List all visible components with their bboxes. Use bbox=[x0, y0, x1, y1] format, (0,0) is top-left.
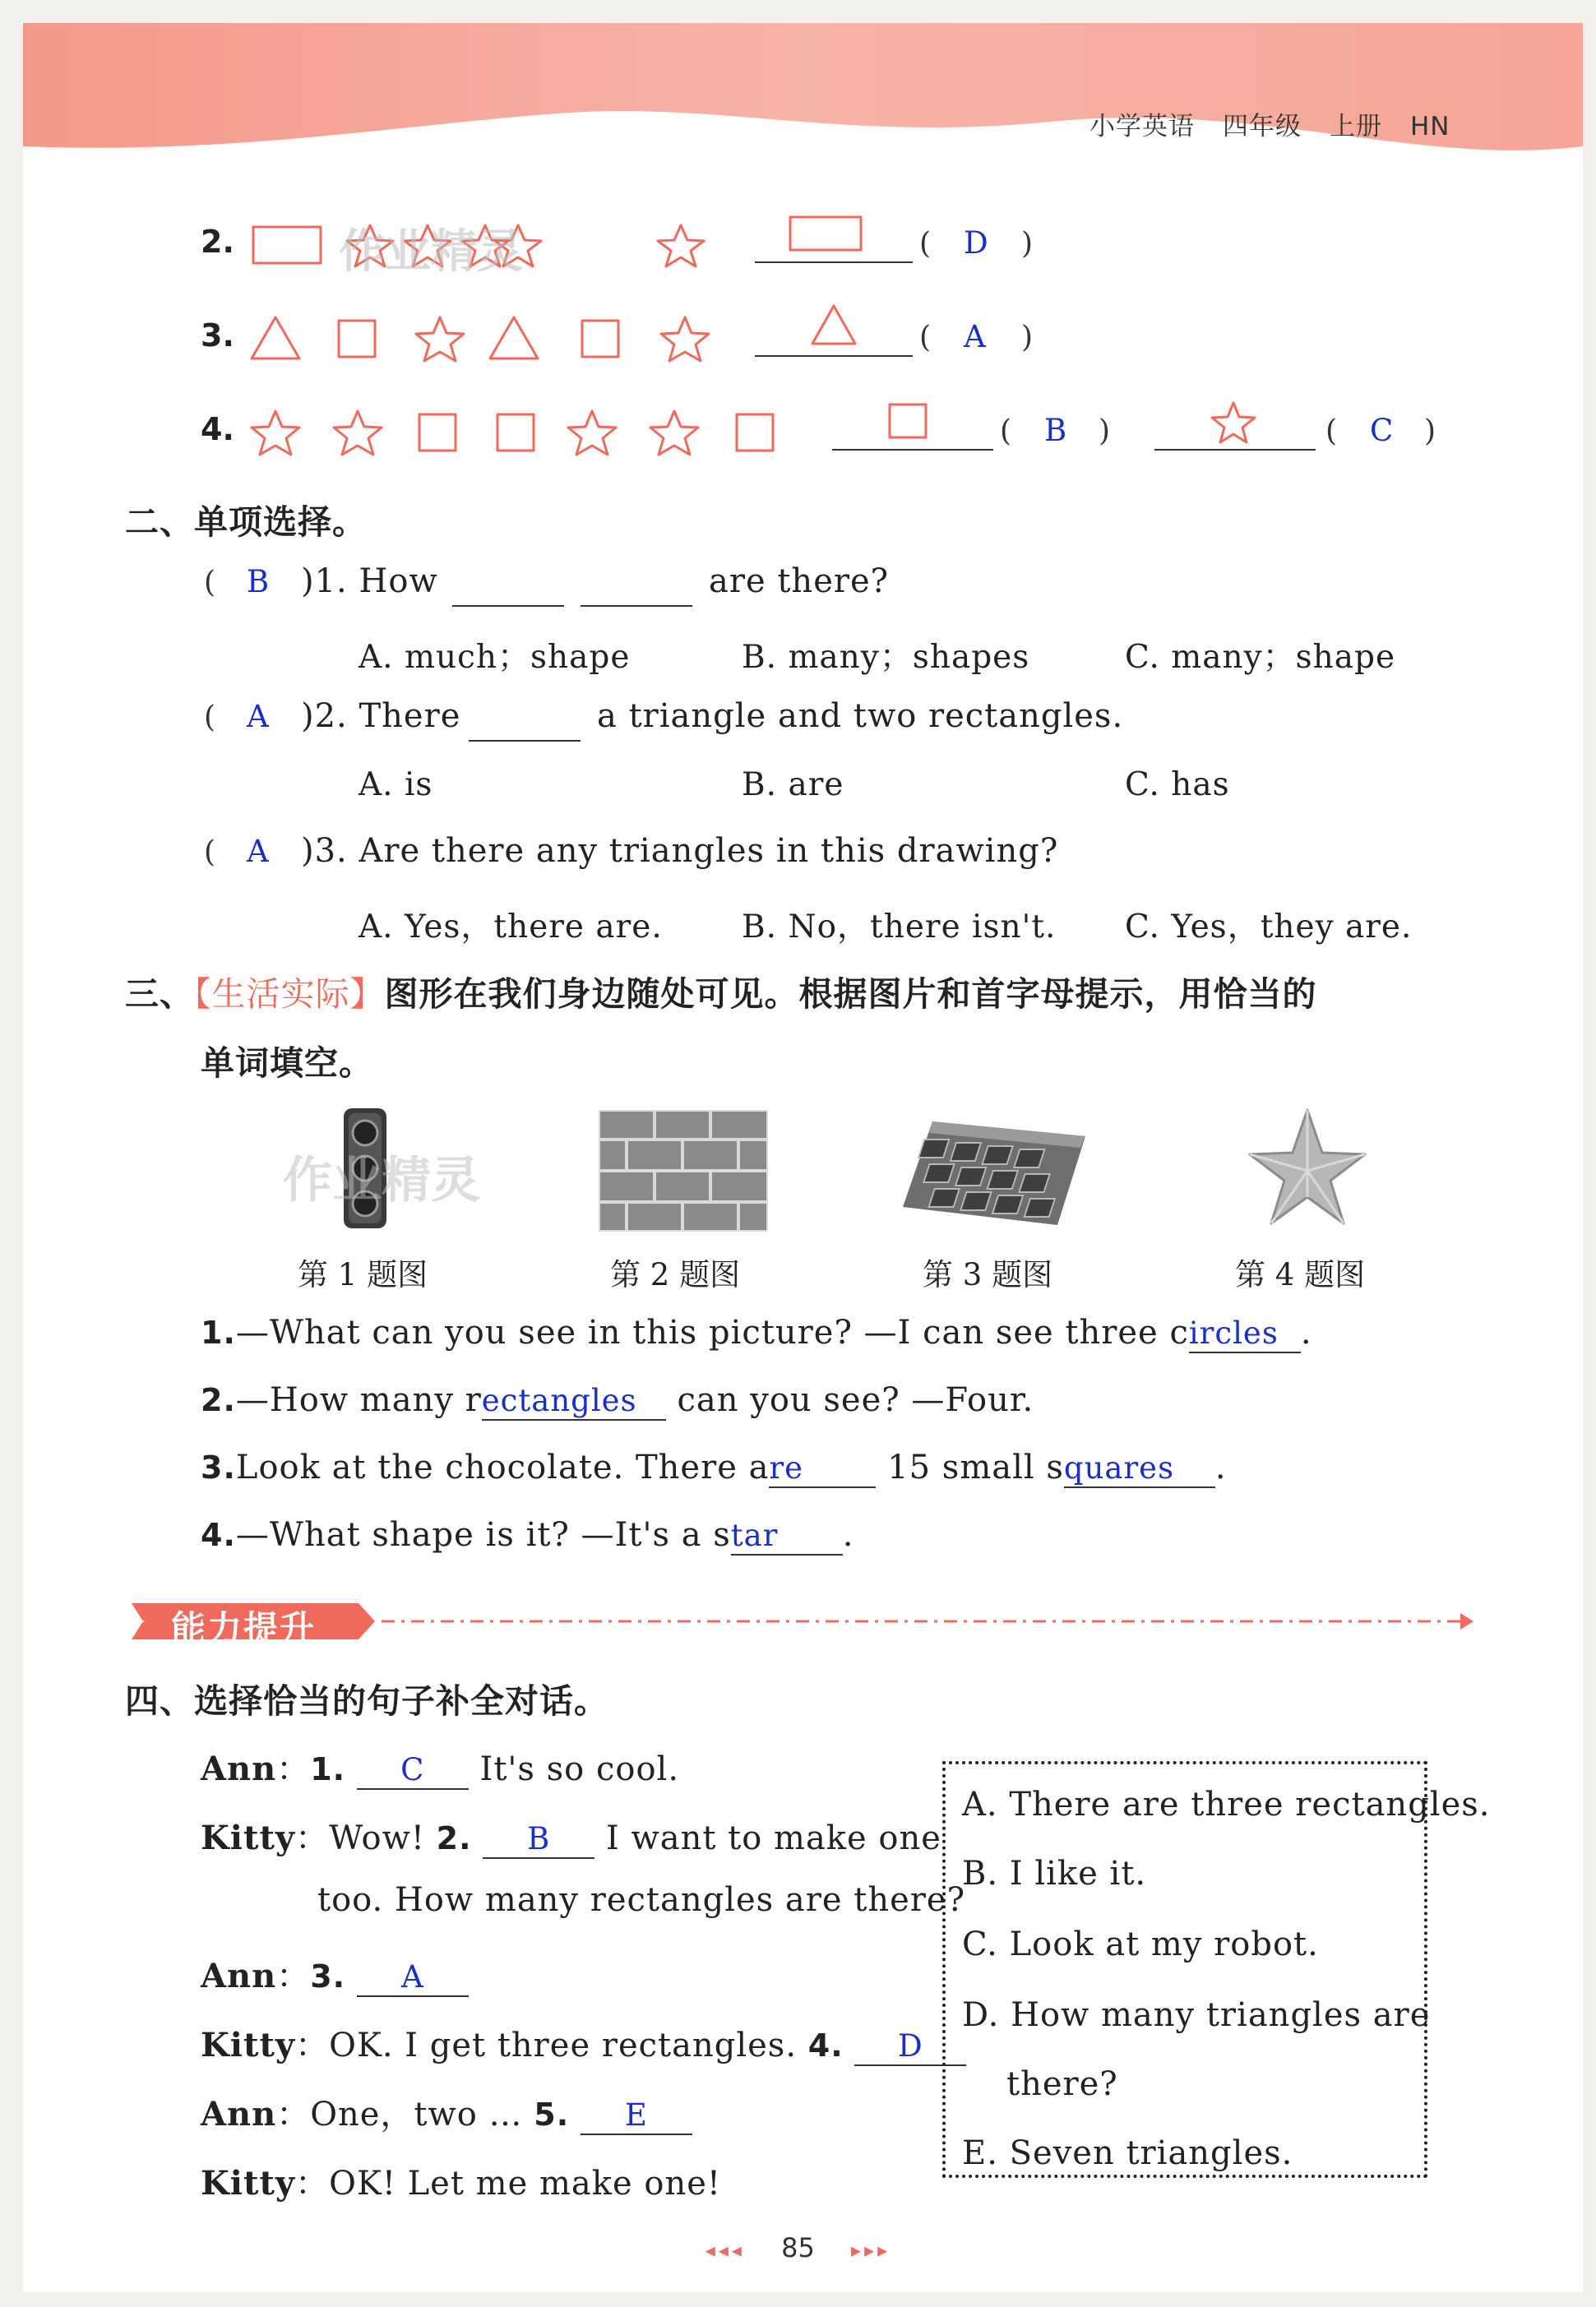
dialog-line-3 bbox=[201, 1950, 469, 1997]
s2-q2-stem-b: a triangle and two rectangles. bbox=[597, 697, 1124, 735]
star-shape bbox=[650, 411, 698, 455]
dialog-2-number: 2. bbox=[436, 1820, 472, 1856]
dialog-1-text: It's so cool. bbox=[479, 1750, 680, 1788]
s3-item-2 bbox=[201, 1381, 1034, 1421]
watermark: 作业精灵 bbox=[339, 225, 523, 279]
q4-number: 4. bbox=[201, 411, 234, 447]
star-answer-shape bbox=[1212, 403, 1255, 442]
option-c: C. Look at my robot. bbox=[962, 1926, 1319, 1963]
dialog-1-answer: C bbox=[400, 1752, 425, 1787]
star-shape bbox=[416, 317, 464, 361]
dialog-4-colon: ： bbox=[295, 2027, 330, 2064]
footer-left-arrows: ◂◂◂ bbox=[705, 2239, 745, 2262]
s3-item-1-before: —What can you see in this picture? —I can see three c bbox=[235, 1314, 1189, 1352]
s2-q1-blank-1 bbox=[452, 605, 564, 607]
q3-close-paren: ) bbox=[1021, 321, 1034, 354]
dialog-3-blank bbox=[357, 1958, 469, 1997]
q4-shape-row bbox=[247, 403, 789, 460]
header-info bbox=[1089, 105, 1450, 142]
option-a: A. There are three rectangles. bbox=[962, 1786, 1491, 1824]
s3-item-4-after: . bbox=[842, 1516, 854, 1554]
q4-blank-1 bbox=[832, 449, 993, 451]
dialog-4-pre: OK. I get three rectangles. bbox=[329, 2027, 798, 2064]
s3-item-2-number: 2. bbox=[201, 1382, 236, 1418]
dialog-4-answer: D bbox=[898, 2028, 923, 2064]
q2-open-paren: ( bbox=[919, 227, 932, 261]
square-answer-shape bbox=[790, 217, 861, 250]
dialog-2-blank bbox=[483, 1819, 594, 1859]
s2-q1-answer: B bbox=[247, 564, 270, 599]
s2-q2-option-c: C. has bbox=[1125, 766, 1230, 803]
q4-close-paren-1: ) bbox=[1099, 414, 1111, 448]
option-b: B. I like it. bbox=[962, 1855, 1147, 1893]
footer-right-arrows: ▸▸▸ bbox=[851, 2239, 891, 2262]
section3-tag: 【生活实际】 bbox=[194, 974, 385, 1014]
dialog-2-text: I want to make one bbox=[606, 1819, 941, 1857]
options-box bbox=[942, 1761, 1491, 2178]
star-fruit-picture bbox=[1247, 1107, 1368, 1227]
star-shape bbox=[334, 411, 382, 455]
dialog-line-4 bbox=[201, 2019, 966, 2066]
dialog-3-answer: A bbox=[400, 1959, 424, 1995]
s3-item-3-answer-1: re bbox=[769, 1450, 804, 1486]
s3-item-4-answer: tar bbox=[730, 1518, 779, 1553]
dialog-4-number: 4. bbox=[807, 2027, 844, 2064]
q3-blank bbox=[755, 355, 913, 357]
s3-item-1-blank bbox=[1189, 1314, 1301, 1353]
s2-q3-stem: )3. Are there any triangles in this drawing? bbox=[301, 832, 1059, 870]
q2-number: 2. bbox=[201, 224, 234, 260]
dialog-3-number: 3. bbox=[310, 1958, 346, 1995]
star-shape bbox=[568, 411, 616, 455]
dialog-1-speaker: Ann bbox=[201, 1750, 277, 1788]
square-shape bbox=[582, 321, 618, 357]
dialog-5-pre: One，two … bbox=[310, 2096, 523, 2134]
s2-q1-open-paren: ( bbox=[204, 566, 216, 599]
dialog-6-speaker: Kitty bbox=[201, 2164, 296, 2203]
dialog-line-6 bbox=[201, 2157, 721, 2204]
dialog-6-pre: OK! Let me make one! bbox=[329, 2165, 721, 2203]
s2-q1-stem-a: )1. How bbox=[301, 562, 438, 600]
q3-blank-shape bbox=[809, 303, 858, 349]
s3-item-2-blank bbox=[482, 1381, 666, 1421]
section3-heading-rest: 图形在我们身边随处可见。根据图片和首字母提示，用恰当的 bbox=[384, 974, 1317, 1014]
star-shape bbox=[661, 317, 709, 361]
header-volume: 上册 bbox=[1330, 112, 1382, 141]
s3-item-3-after: . bbox=[1214, 1449, 1227, 1486]
s3-item-2-after: can you see? —Four. bbox=[677, 1381, 1034, 1419]
page-footer bbox=[0, 2232, 1596, 2263]
s3-item-3-before: Look at the chocolate. There a bbox=[235, 1449, 770, 1486]
s3-item-1-answer: ircles bbox=[1188, 1315, 1279, 1351]
ability-banner-text: 能力提升 bbox=[171, 1608, 317, 1648]
s3-item-3-middle: 15 small s bbox=[887, 1449, 1064, 1486]
dialog-line-2-cont: too. How many rectangles are there? bbox=[317, 1881, 966, 1919]
header-grade: 四年级 bbox=[1223, 112, 1302, 141]
s2-q2-option-b: B. are bbox=[742, 766, 844, 803]
s3-item-3 bbox=[201, 1449, 1227, 1488]
square-shape bbox=[497, 414, 534, 451]
s2-q1-option-c: C. many；shape bbox=[1125, 639, 1396, 676]
dialog-1-colon: ： bbox=[276, 1750, 311, 1788]
caption-4: 第 4 题图 bbox=[1235, 1257, 1366, 1292]
dialog-1-number: 1. bbox=[310, 1751, 346, 1787]
q2-blank bbox=[755, 261, 913, 263]
caption-1: 第 1 题图 bbox=[298, 1257, 428, 1292]
chocolate-box-picture bbox=[900, 1115, 1089, 1230]
square-shape bbox=[339, 321, 375, 357]
q4-close-paren-2: ) bbox=[1424, 414, 1436, 448]
s2-q1-blank-2 bbox=[581, 605, 692, 607]
s3-item-3-blank-2 bbox=[1064, 1449, 1215, 1488]
s3-item-3-blank-1 bbox=[769, 1449, 876, 1488]
dialog-5-number: 5. bbox=[534, 2097, 570, 2133]
s2-q1-option-a: A. much；shape bbox=[359, 639, 631, 676]
q4-answer-2: C bbox=[1370, 413, 1394, 448]
triangle-shape bbox=[252, 317, 299, 358]
s3-item-1-after: . bbox=[1300, 1314, 1312, 1352]
q3-open-paren: ( bbox=[919, 321, 932, 354]
q2-answer: D bbox=[964, 225, 988, 261]
s2-q1-stem-b: are there? bbox=[709, 562, 890, 600]
s2-q3-answer: A bbox=[247, 834, 269, 869]
s3-item-4 bbox=[201, 1516, 854, 1556]
square-shape bbox=[419, 414, 456, 451]
section4-heading: 四、选择恰当的句子补全对话。 bbox=[125, 1681, 608, 1721]
header-edition: HN bbox=[1410, 112, 1450, 141]
q4-blank-shape-2 bbox=[1209, 398, 1261, 447]
dialog-1-blank bbox=[357, 1750, 469, 1790]
s3-item-4-blank bbox=[731, 1516, 843, 1556]
q3-shape-row bbox=[247, 309, 740, 367]
star-shape bbox=[658, 225, 704, 266]
dialog-line-1 bbox=[201, 1743, 679, 1790]
dialog-5-speaker: Ann bbox=[201, 2095, 277, 2134]
dialog-4-speaker: Kitty bbox=[201, 2026, 296, 2064]
dialog-2-speaker: Kitty bbox=[201, 1819, 296, 1857]
header-subject: 小学英语 bbox=[1089, 112, 1195, 141]
option-d: D. How many triangles are bbox=[962, 1996, 1431, 2034]
s3-item-1-number: 1. bbox=[201, 1315, 236, 1351]
q3-answer: A bbox=[964, 319, 986, 354]
section3-heading-prefix: 三、 bbox=[125, 974, 194, 1014]
dialog-2-answer: B bbox=[527, 1821, 551, 1856]
dialog-2-pre: Wow! bbox=[329, 1819, 425, 1857]
watermark-2: 作业精灵 bbox=[283, 1152, 480, 1209]
square-answer-shape bbox=[890, 405, 926, 437]
brick-wall-picture bbox=[599, 1110, 768, 1232]
q4-blank-shape-1 bbox=[885, 400, 934, 446]
section3-heading-line2: 单词填空。 bbox=[201, 1043, 373, 1083]
s2-q3-open-paren: ( bbox=[204, 835, 216, 869]
q2-blank-shape bbox=[785, 212, 867, 258]
s3-item-2-answer: ectangles bbox=[481, 1383, 637, 1418]
triangle-answer-shape bbox=[812, 306, 855, 344]
option-e: E. Seven triangles. bbox=[962, 2134, 1293, 2172]
ability-banner-graphic bbox=[122, 1597, 1478, 1646]
s2-q2-answer: A bbox=[247, 699, 269, 734]
s2-q2-option-a: A. is bbox=[359, 766, 433, 803]
dialog-5-colon: ： bbox=[276, 2096, 311, 2134]
q3-number: 3. bbox=[201, 317, 234, 354]
caption-2: 第 2 题图 bbox=[610, 1257, 741, 1292]
section2-heading: 二、单项选择。 bbox=[125, 502, 367, 542]
s3-item-3-number: 3. bbox=[201, 1449, 236, 1486]
q2-close-paren: ) bbox=[1021, 227, 1034, 261]
s3-item-3-answer-2: quares bbox=[1063, 1450, 1175, 1486]
dialog-5-blank bbox=[581, 2096, 692, 2135]
s2-q2-blank bbox=[469, 740, 581, 742]
q4-open-paren-1: ( bbox=[1000, 414, 1012, 448]
s2-q2-stem-a: )2. There bbox=[301, 697, 461, 735]
dialog-line-5 bbox=[201, 2088, 692, 2135]
s3-item-2-before: —How many r bbox=[235, 1381, 482, 1419]
square-shape bbox=[737, 414, 773, 451]
s2-q3-option-a: A. Yes，there are. bbox=[359, 908, 663, 945]
option-d-cont: there? bbox=[1006, 2065, 1118, 2103]
square-shape bbox=[253, 227, 321, 263]
page-number: 85 bbox=[781, 2232, 815, 2263]
s2-q3-option-b: B. No，there isn't. bbox=[742, 908, 1057, 945]
header-wave bbox=[23, 23, 1583, 171]
triangle-shape bbox=[490, 317, 538, 358]
s2-q2-open-paren: ( bbox=[204, 700, 216, 734]
dialog-3-colon: ： bbox=[276, 1958, 311, 1995]
s3-item-1 bbox=[201, 1314, 1312, 1353]
dialog-6-colon: ： bbox=[295, 2165, 330, 2203]
s2-q3-option-c: C. Yes，they are. bbox=[1125, 908, 1413, 945]
star-shape bbox=[252, 411, 299, 455]
caption-3: 第 3 题图 bbox=[923, 1257, 1053, 1292]
q4-blank-2 bbox=[1154, 449, 1316, 451]
s3-item-4-before: —What shape is it? —It's a s bbox=[235, 1516, 731, 1554]
s3-item-4-number: 4. bbox=[201, 1517, 236, 1553]
q4-open-paren-2: ( bbox=[1325, 414, 1338, 448]
q4-answer-1: B bbox=[1044, 413, 1067, 448]
s2-q1-option-b: B. many；shapes bbox=[742, 639, 1030, 676]
dialog-2-colon: ： bbox=[295, 1819, 330, 1857]
dialog-5-answer: E bbox=[624, 2097, 648, 2133]
dialog-3-speaker: Ann bbox=[201, 1957, 277, 1995]
dialog-line-2 bbox=[201, 1812, 941, 1859]
section3-heading bbox=[125, 967, 1317, 1015]
